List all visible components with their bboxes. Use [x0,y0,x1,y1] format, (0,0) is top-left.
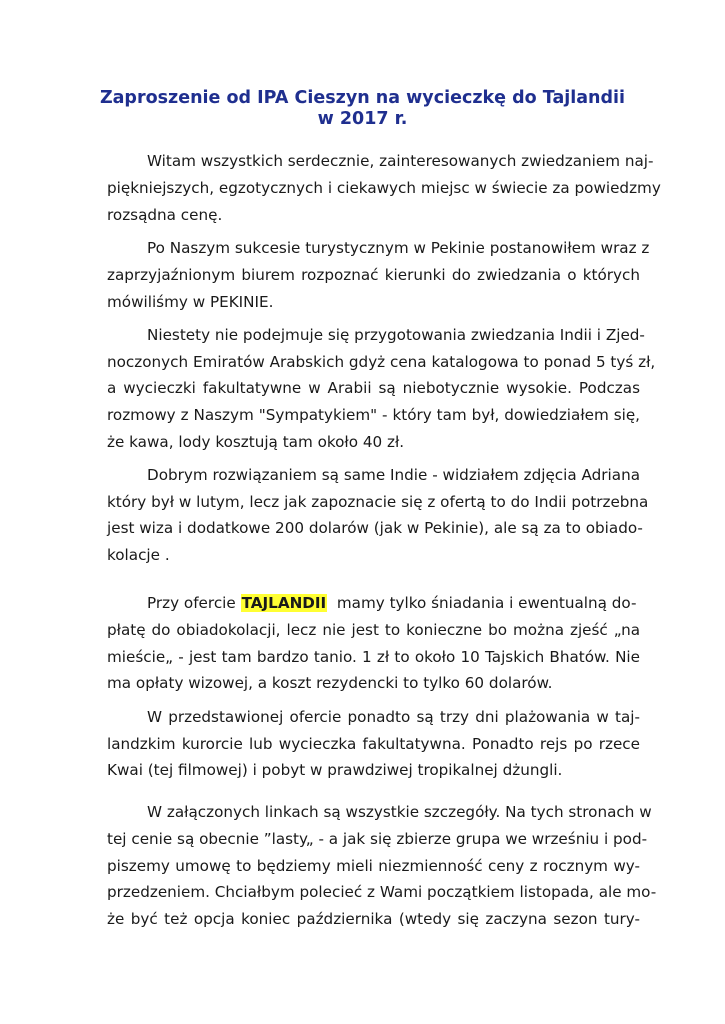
paragraph-6-line-3: Kwai (tej filmowej) i pobyt w prawdziwej tropikalnej dżungli. [107,761,563,779]
paragraph-7-line-1: W załączonych linkach są wszystkie szczegóły. Na tych stronach w [147,803,652,821]
paragraph-2-line-3: mówiliśmy w PEKINIE. [107,293,274,311]
document-title-line-1: Zaproszenie od IPA Cieszyn na wycieczkę do Tajlandii [99,88,626,108]
paragraph-7-line-3: piszemy umowę to będziemy mieli niezmienność ceny z rocznym wy- [107,857,640,875]
paragraph-1-line-3: rozsądna cenę. [107,206,223,224]
paragraph-7-line-5: że być też opcja koniec października (wtedy się zaczyna sezon tury- [107,910,640,928]
paragraph-4-line-2: który był w lutym, lecz jak zapoznacie się z ofertą to do Indii potrzebna [107,493,649,511]
paragraph-5-text-after: mamy tylko śniadania i ewentualną do- [327,594,637,612]
paragraph-4-line-1: Dobrym rozwiązaniem są same Indie - widziałem zdjęcia Adriana [147,466,640,484]
paragraph-4-line-3: jest wiza i dodatkowe 200 dolarów (jak w Pekinie), ale są za to obiado- [107,519,643,537]
paragraph-6-line-1: W przedstawionej ofercie ponadto są trzy dni plażowania w taj- [147,708,640,726]
highlighted-keyword: TAJLANDII [241,594,327,612]
paragraph-3-line-4: rozmowy z Naszym "Sympatykiem" - który tam był, dowiedziałem się, [107,406,640,424]
paragraph-4-line-4: kolacje . [107,546,170,564]
paragraph-3-line-3: a wycieczki fakultatywne w Arabii są niebotycznie wysokie. Podczas [107,379,640,397]
paragraph-5-text-before: Przy ofercie [147,594,241,612]
paragraph-3-line-2: noczonych Emiratów Arabskich gdyż cena katalogowa to ponad 5 tyś zł, [107,353,656,371]
paragraph-3-line-5: że kawa, lody kosztują tam około 40 zł. [107,433,405,451]
paragraph-7-line-4: przedzeniem. Chciałbym polecieć z Wami początkiem listopada, ale mo- [107,883,657,901]
paragraph-6-line-2: landzkim kurorcie lub wycieczka fakultatywna. Ponadto rejs po rzece [107,735,640,753]
document-title-line-2: w 2017 r. [317,109,408,129]
paragraph-5-line-1 [147,593,640,613]
paragraph-1-line-2: piękniejszych, egzotycznych i ciekawych miejsc w świecie za powiedzmy [107,179,661,197]
paragraph-7-line-2: tej cenie są obecnie ”lasty„ - a jak się zbierze grupa we wrześniu i pod- [107,830,648,848]
paragraph-1-line-1: Witam wszystkich serdecznie, zainteresowanych zwiedzaniem naj- [147,152,654,170]
paragraph-2-line-2: zaprzyjaźnionym biurem rozpoznać kierunki do zwiedzania o których [107,266,640,284]
paragraph-5-line-3: mieście„ - jest tam bardzo tanio. 1 zł to około 10 Tajskich Bhatów. Nie [107,648,640,666]
paragraph-5-line-4: ma opłaty wizowej, a koszt rezydencki to tylko 60 dolarów. [107,674,553,692]
paragraph-2-line-1: Po Naszym sukcesie turystycznym w Pekinie postanowiłem wraz z [147,239,650,257]
paragraph-5-line-2: płatę do obiadokolacji, lecz nie jest to konieczne bo można zjeść „na [107,621,640,639]
paragraph-3-line-1: Niestety nie podejmuje się przygotowania zwiedzania Indii i Zjed- [147,326,645,344]
